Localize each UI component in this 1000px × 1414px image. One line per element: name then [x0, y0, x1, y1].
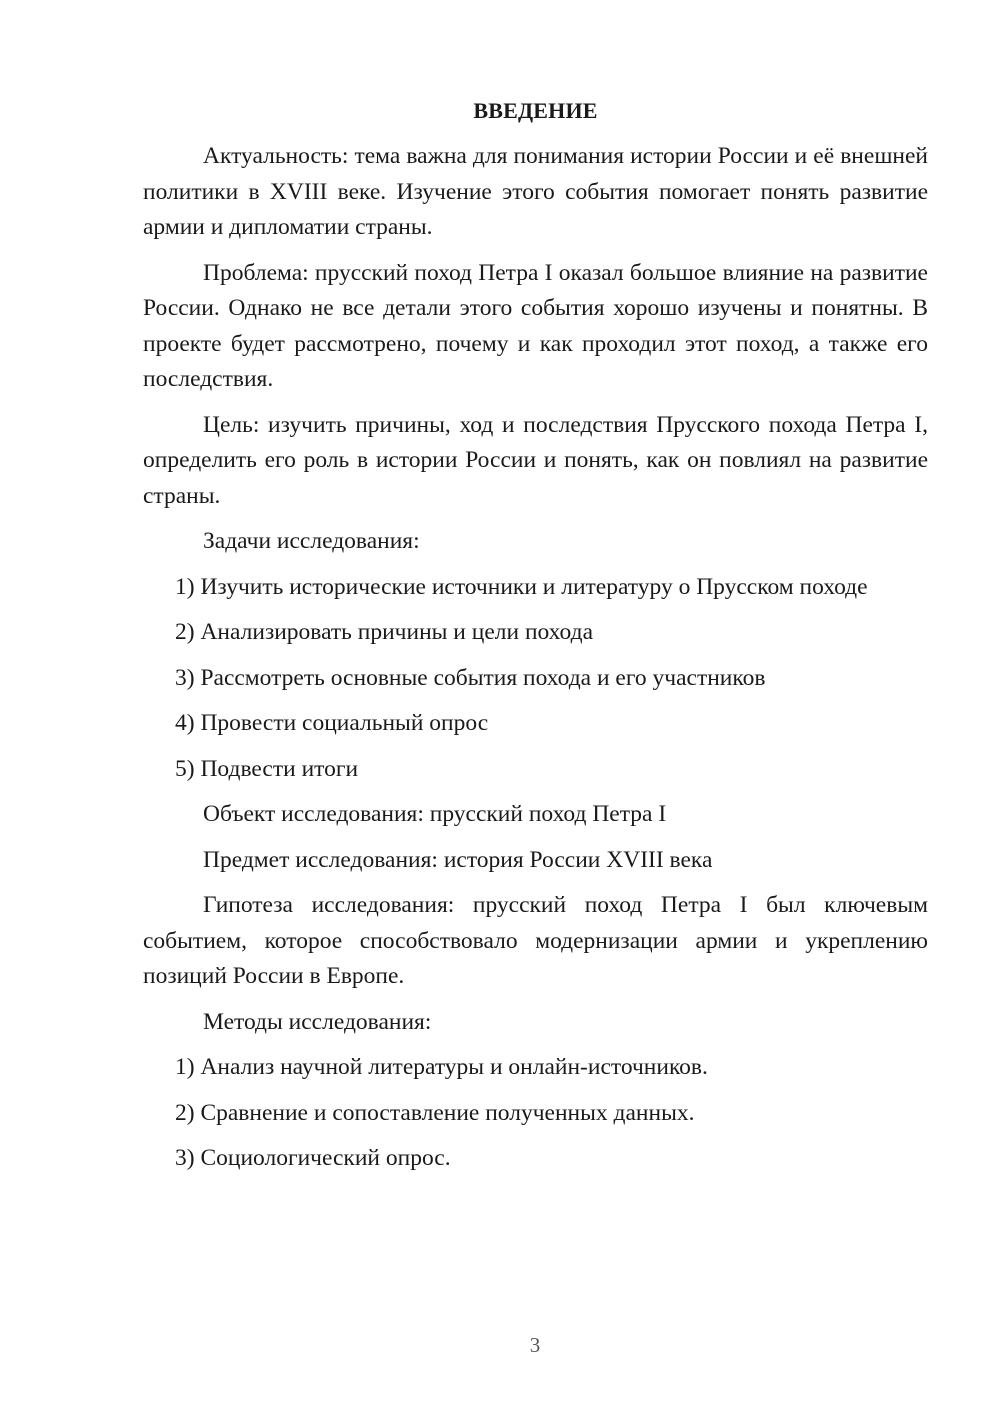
subject-line: Предмет исследования: история России XVIII века [203, 846, 713, 873]
hypothesis-paragraph: Гипотеза исследования: прусский поход Петра I был ключевым событием, которое способствовало модернизации армии и укреплению позиций России в Европе. [143, 892, 928, 989]
method-item: 2) Сравнение и сопоставление полученных данных. [175, 1099, 695, 1126]
task-item: 4) Провести социальный опрос [175, 710, 489, 736]
task-item: 1) Изучить исторические источники и литературу о Прусском походе [175, 573, 868, 600]
task-item: 3) Рассмотреть основные события похода и его участников [175, 664, 766, 691]
problem-paragraph: Проблема: прусский поход Петра I оказал большое влияние на развитие России. Однако не все детали этого события хорошо изучены и понятны. В проекте будет рассмотрено, почему и как проходил этот поход, а также его последствия. [143, 259, 928, 392]
page-number: 3 [529, 1333, 541, 1357]
method-item: 3) Социологический опрос. [175, 1145, 451, 1171]
task-item: 5) Подвести итоги [175, 755, 359, 782]
goal-paragraph: Цель: изучить причины, ход и последствия Прусского похода Петра I, определить его роль в истории России и понять, как он повлиял на развитие страны. [143, 411, 928, 509]
method-item: 1) Анализ научной литературы и онлайн-источников. [175, 1054, 708, 1080]
relevance-paragraph: Актуальность: тема важна для понимания истории России и её внешней политики в XVIII веке. Изучение этого события помогает понять развитие армии и дипломатии страны. [143, 143, 928, 240]
tasks-heading: Задачи исследования: [203, 528, 420, 554]
methods-heading: Методы исследования: [203, 1008, 432, 1035]
document-body [143, 94, 928, 1187]
section-title: ВВЕДЕНИЕ [473, 98, 598, 123]
object-line: Объект исследования: прусский поход Петра I [203, 801, 667, 827]
task-item: 2) Анализировать причины и цели похода [175, 619, 593, 645]
